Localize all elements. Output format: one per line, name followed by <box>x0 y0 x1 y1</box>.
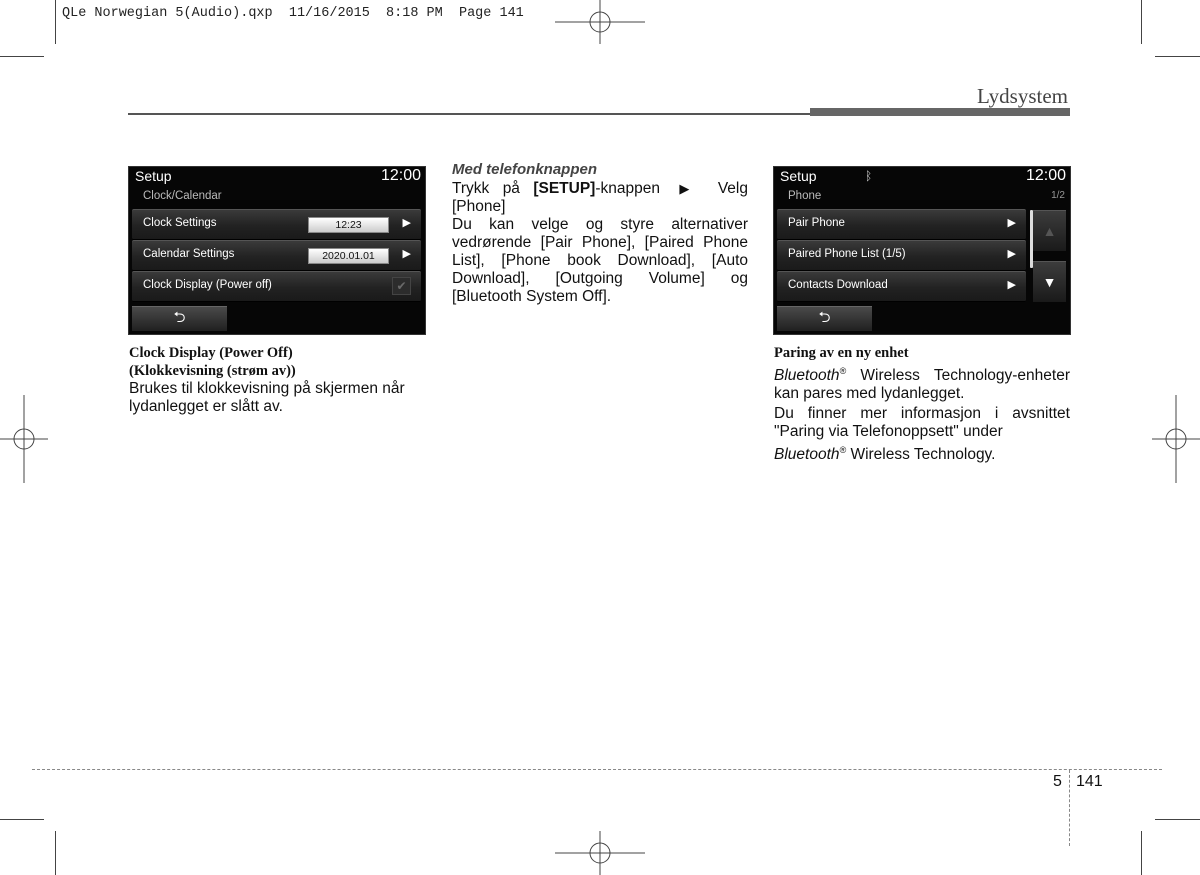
bluetooth-icon: ᛒ <box>865 169 873 183</box>
paragraph-text: Wireless Technology-enheter kan pares med lydanlegget. <box>774 367 1070 403</box>
chevron-right-icon: ▶ <box>1007 217 1016 229</box>
pairing-heading: Paring av en ny enhet <box>774 345 909 361</box>
chevron-right-icon: ▶ <box>1007 279 1016 291</box>
clock-display-power-off-row[interactable] <box>132 271 421 302</box>
registered-mark: ® <box>839 366 847 376</box>
bluetooth-word: Bluetooth <box>774 367 840 385</box>
calendar-value: 2020.01.01 <box>308 248 389 264</box>
scroll-down-button[interactable]: ▼ <box>1033 261 1066 302</box>
phone-button-section <box>452 161 748 306</box>
row-label: Clock Display (Power off) <box>143 279 272 291</box>
pairing-paragraph-3 <box>774 441 1070 464</box>
screen-clock: 12:00 <box>380 167 421 184</box>
page-number: 141 <box>1076 773 1103 790</box>
pairing-paragraph-1 <box>774 362 1070 403</box>
clock-settings-row[interactable] <box>132 209 421 240</box>
section-heading: Med telefonknappen <box>452 161 598 178</box>
registration-mark-top <box>555 0 645 44</box>
pair-phone-row[interactable] <box>777 209 1026 240</box>
instruction-line <box>452 180 748 216</box>
row-label: Clock Settings <box>143 217 217 229</box>
paired-phone-list-row[interactable] <box>777 240 1026 271</box>
caption-heading: Clock Display (Power Off) <box>129 345 293 361</box>
caption-heading-translation: (Klokkevisning (strøm av)) <box>129 363 296 379</box>
header-rule-accent <box>810 108 1070 116</box>
clock-setup-screen <box>128 166 426 335</box>
pairing-paragraph-2: Du finner mer informasjon i avsnittet "Paring via Telefonoppsett" under <box>774 405 1070 441</box>
setup-key-label: [SETUP] <box>533 180 596 197</box>
chevron-right-icon: ▶ <box>402 217 411 229</box>
row-label: Pair Phone <box>788 217 845 229</box>
scroll-up-button[interactable]: ▲ <box>1033 210 1066 251</box>
paragraph-text: Wireless Technology. <box>846 446 996 464</box>
footer-rule <box>32 769 1162 770</box>
section-title: Lydsystem <box>976 84 1068 108</box>
instruction-text: -knappen <box>595 180 660 197</box>
screen-title: Setup <box>135 168 172 184</box>
caption-body: Brukes til klokkevisning på skjermen når lydanlegget er slått av. <box>129 380 405 415</box>
clock-display-caption <box>129 344 426 416</box>
calendar-settings-row[interactable] <box>132 240 421 271</box>
checkbox-check-icon[interactable]: ✔ <box>392 277 411 295</box>
chevron-right-icon: ▶ <box>402 248 411 260</box>
instruction-text: Velg [Phone] <box>452 180 748 215</box>
back-button[interactable]: ⮌ <box>132 306 227 331</box>
registered-mark: ® <box>839 445 847 456</box>
row-label: Paired Phone List (1/5) <box>788 248 906 260</box>
clock-value: 12:23 <box>308 217 389 233</box>
registration-mark-bottom <box>555 831 645 875</box>
back-button[interactable]: ⮌ <box>777 306 872 331</box>
screen-title: Setup <box>780 168 817 184</box>
chapter-number: 5 <box>1053 773 1062 790</box>
screen-clock: 12:00 <box>1025 167 1066 184</box>
phone-options-paragraph: Du kan velge og styre alternativer vedrørende [Pair Phone], [Paired Phone List], [Phone book Download], [Auto Download], [Outgoing Volume] og [Bluetooth System Off]. <box>452 216 748 305</box>
pairing-section <box>774 344 1070 464</box>
row-label: Contacts Download <box>788 279 888 291</box>
footer-divider <box>1069 770 1070 846</box>
registration-mark-right <box>1152 395 1200 483</box>
phone-setup-screen <box>773 166 1071 335</box>
registration-mark-left <box>0 395 48 483</box>
instruction-text: Trykk på <box>452 180 534 197</box>
print-slug: QLe Norwegian 5(Audio).qxp 11/16/2015 8:18 PM Page 141 <box>62 6 524 21</box>
screen-subtitle: Clock/Calendar <box>143 190 222 202</box>
page-indicator: 1/2 <box>1051 190 1065 201</box>
bluetooth-word: Bluetooth <box>774 446 840 464</box>
contacts-download-row[interactable] <box>777 271 1026 302</box>
arrow-right-icon: ▶ <box>679 181 699 196</box>
screen-subtitle: Phone <box>788 190 822 202</box>
chevron-right-icon: ▶ <box>1007 248 1016 260</box>
row-label: Calendar Settings <box>143 248 235 260</box>
